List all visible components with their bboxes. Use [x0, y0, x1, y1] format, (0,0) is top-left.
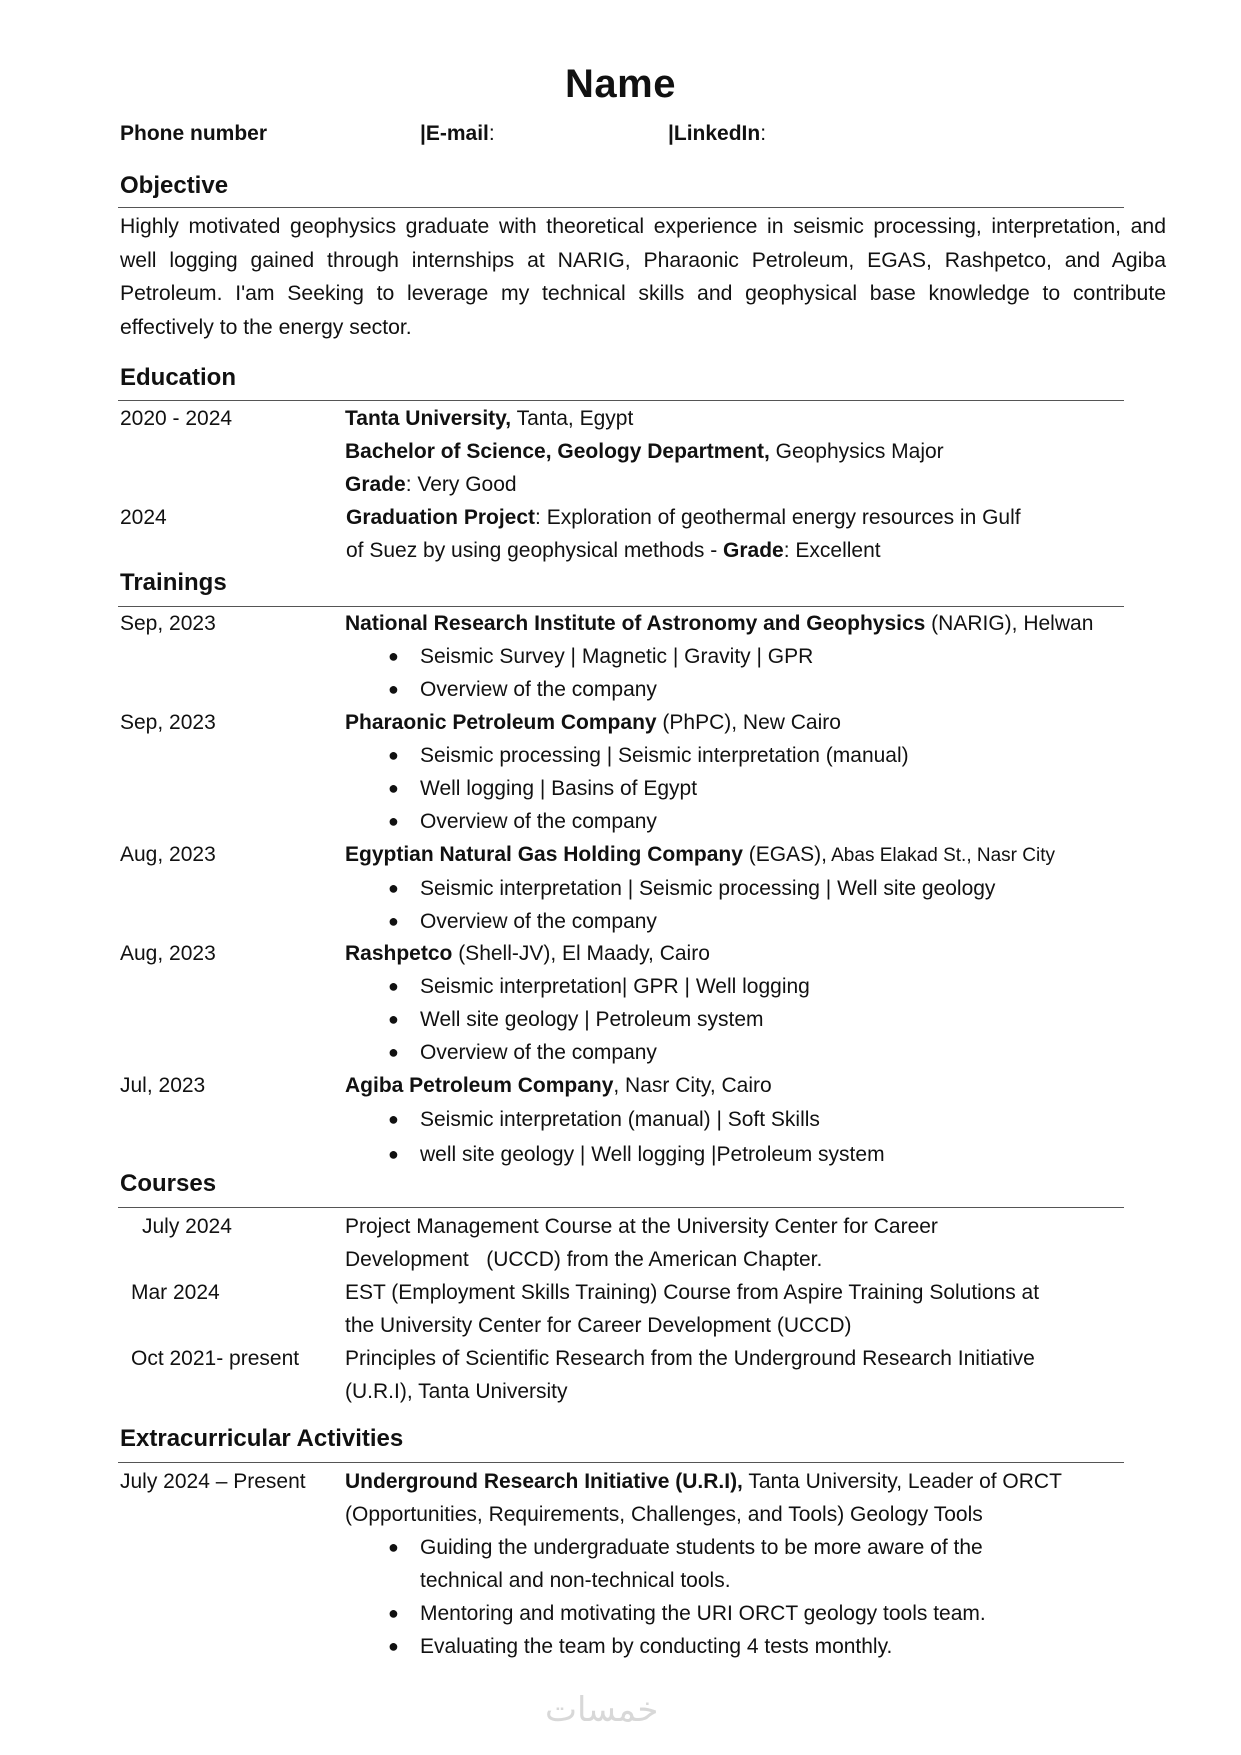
activity-detail: Underground Research Initiative (U.R.I), Tanta University, Leader of ORCT (Opportunities, Requirements, Challenges, and Tools) Geology Tools ● Guiding the undergraduate students to be more aware of the technical and non-technical tools. ● Mentoring and motivating the URI ORCT geology tools team. ● Evaluating the team by conducting 4 tests monthly. [345, 1465, 1241, 1663]
watermark-logo: خمسات [545, 1690, 659, 1730]
linkedin-label: |LinkedIn: [668, 122, 767, 145]
list-item: ● Overview of the company [388, 1041, 657, 1064]
list-item: ● Seismic interpretation (manual) | Soft Skills [388, 1108, 820, 1131]
training-detail: Egyptian Natural Gas Holding Company (EGAS), Abas Elakad St., Nasr City ● Seismic interpretation | Seismic processing | Well site geology ● Overview of the company [345, 838, 1241, 938]
education-divider [118, 400, 1124, 401]
trainings-heading: Trainings [120, 569, 227, 596]
list-item: ● Overview of the company [388, 678, 657, 701]
training-date: Aug, 2023 [120, 843, 216, 866]
objective-text: Highly motivated geophysics graduate with theoretical experience in seismic processing, interpretation, and well logging gained through internships at NARIG, Pharaonic Petroleum, EGAS, Rashpetco, and Agiba Petroleum. I'am Seeking to leverage my technical skills and geophysical base knowledge to contribute effectively to the energy sector. [120, 215, 1166, 339]
objective-heading: Objective [120, 172, 229, 199]
education-date: 2020 - 2024 [120, 407, 233, 430]
training-detail: Agiba Petroleum Company, Nasr City, Cairo ● Seismic interpretation (manual) | Soft Skills ● well site geology | Well logging |Petroleum system [345, 1069, 1241, 1172]
list-item: ● Mentoring and motivating the URI ORCT geology tools team. [388, 1602, 986, 1625]
list-item: ● well site geology | Well logging |Petroleum system [388, 1143, 885, 1166]
list-item: ● Seismic interpretation | Seismic processing | Well site geology [388, 877, 996, 900]
activities-divider [118, 1462, 1124, 1463]
list-item: ● Overview of the company [388, 810, 657, 833]
list-item: ● Well logging | Basins of Egypt [388, 777, 698, 800]
email-label: |E-mail: [420, 122, 495, 145]
training-detail: Pharaonic Petroleum Company (PhPC), New Cairo ● Seismic processing | Seismic interpretation (manual) ● Well logging | Basins of Egypt ● Overview of the company [345, 706, 1241, 838]
activities-heading: Extracurricular Activities [120, 1425, 404, 1452]
courses-heading: Courses [120, 1170, 217, 1197]
training-detail: Rashpetco (Shell-JV), El Maady, Cairo ● Seismic interpretation| GPR | Well logging ● Well site geology | Petroleum system ● Overview of the company [345, 937, 1241, 1069]
training-detail: National Research Institute of Astronomy and Geophysics (NARIG), Helwan ● Seismic Survey | Magnetic | Gravity | GPR ● Overview of the company [345, 607, 1241, 706]
list-item: ● Evaluating the team by conducting 4 tests monthly. [388, 1635, 893, 1658]
candidate-name: Name [565, 62, 676, 106]
training-date: Jul, 2023 [120, 1074, 206, 1097]
course-date: Mar 2024 [131, 1281, 220, 1304]
training-date: Aug, 2023 [120, 942, 216, 965]
course-detail: Project Management Course at the University Center for Career Development (UCCD) from the American Chapter. [345, 1215, 938, 1271]
phone-label: Phone number [120, 122, 268, 145]
training-date: Sep, 2023 [120, 711, 216, 734]
education-detail: Tanta University, Tanta, Egypt Bachelor of Science, Geology Department, Geophysics Major Grade: Very Good [345, 407, 944, 496]
list-item: ● Seismic processing | Seismic interpretation (manual) [388, 744, 909, 767]
course-date: July 2024 [142, 1215, 232, 1238]
activity-date: July 2024 – Present [120, 1470, 306, 1493]
course-detail: EST (Employment Skills Training) Course from Aspire Training Solutions at the University Center for Career Development (UCCD) [345, 1281, 1040, 1337]
courses-divider [118, 1207, 1124, 1208]
course-date: Oct 2021- present [131, 1347, 300, 1370]
course-detail: Principles of Scientific Research from the Underground Research Initiative (U.R.I), Tanta University [345, 1347, 1035, 1403]
list-item: ● Seismic Survey | Magnetic | Gravity | GPR [388, 645, 814, 668]
list-item: ● Seismic interpretation| GPR | Well logging [388, 975, 810, 998]
education-date: 2024 [120, 506, 167, 529]
objective-divider [118, 207, 1124, 208]
list-item: ● Overview of the company [388, 910, 657, 933]
list-item-continuation: technical and non-technical tools. [420, 1569, 731, 1592]
list-item: ● Guiding the undergraduate students to be more aware of the [388, 1536, 983, 1559]
training-date: Sep, 2023 [120, 612, 216, 635]
education-heading: Education [120, 364, 237, 391]
graduation-project: Graduation Project: Exploration of geothermal energy resources in Gulf of Suez by using geophysical methods - Grade: Excellent [346, 506, 1021, 562]
list-item: ● Well site geology | Petroleum system [388, 1008, 764, 1031]
